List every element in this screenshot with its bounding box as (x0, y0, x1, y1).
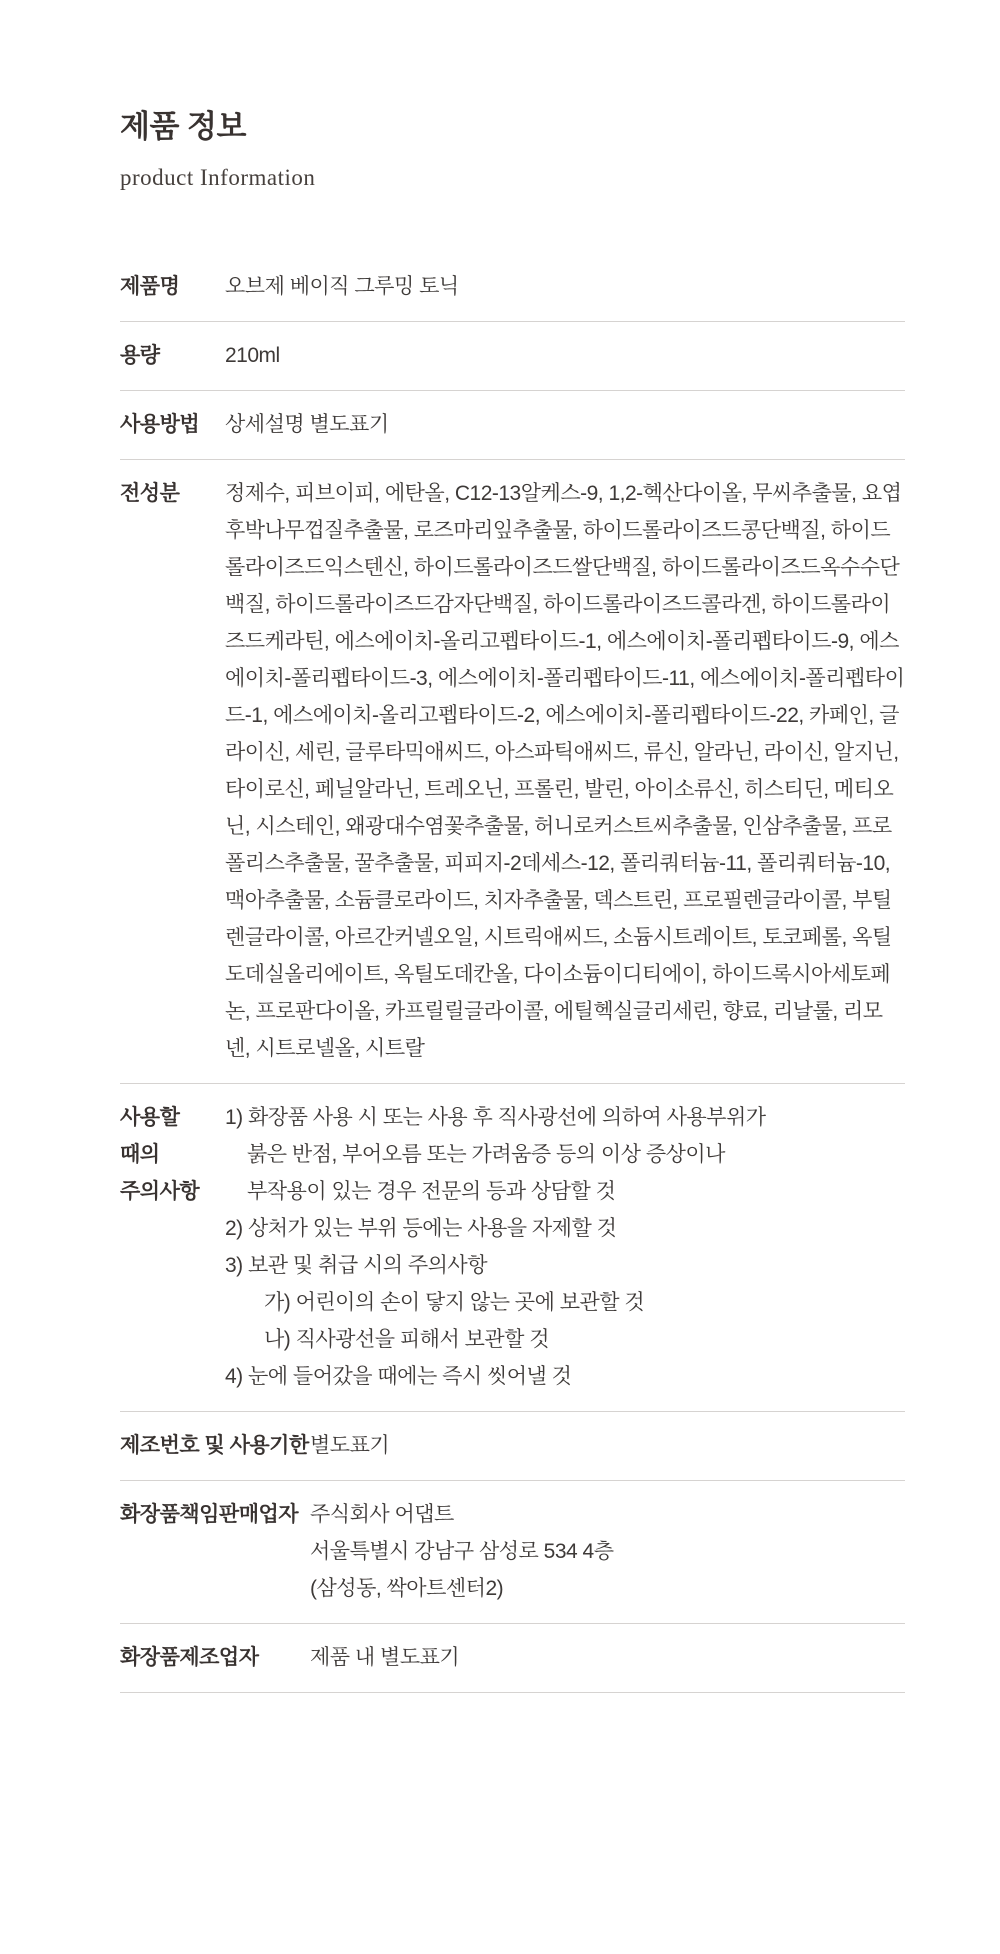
precaution-item: 부작용이 있는 경우 전문의 등과 상담할 것 (247, 1180, 616, 1204)
row-label: 제품명 (120, 275, 180, 299)
precaution-item: 가) 어린이의 손이 닿지 않는 곳에 보관할 것 (264, 1291, 645, 1315)
row-value: 오브제 베이직 그루밍 토닉 (225, 275, 459, 299)
value-line: 서울특별시 강남구 삼성로 534 4층 (310, 1540, 614, 1564)
precautions-text (225, 1099, 905, 1395)
row-label: 용량 (120, 344, 160, 368)
table-row-manufacturer (120, 1624, 905, 1693)
row-value: 210ml (225, 344, 280, 368)
row-label: 화장품제조업자 (120, 1646, 259, 1670)
label-line: 사용할 (120, 1106, 180, 1130)
page-title: 제품 정보 (120, 108, 246, 144)
table-row-volume (120, 322, 905, 391)
table-row-product-name (120, 253, 905, 322)
row-label: 화장품책임판매업자 (120, 1503, 299, 1527)
precaution-item: 3) 보관 및 취급 시의 주의사항 (225, 1254, 487, 1278)
row-label: 제조번호 및 사용기한 (120, 1434, 309, 1458)
value-line: 별도표기 (310, 1434, 390, 1458)
precaution-item: 4) 눈에 들어갔을 때에는 즉시 씻어낼 것 (225, 1365, 572, 1389)
distributor-address (310, 1496, 905, 1607)
value-line: 제품 내 별도표기 (310, 1646, 460, 1670)
table-row-ingredients (120, 460, 905, 1084)
precaution-item: 붉은 반점, 부어오름 또는 가려움증 등의 이상 증상이나 (247, 1143, 725, 1167)
table-row-precautions (120, 1084, 905, 1412)
row-label: 사용방법 (120, 413, 200, 437)
value-line: (삼성동, 싹아트센터2) (310, 1577, 504, 1601)
table-row-distributor (120, 1481, 905, 1624)
row-value (310, 1639, 905, 1676)
page-subtitle: product Information (120, 165, 316, 191)
precaution-item: 1) 화장품 사용 시 또는 사용 후 직사광선에 의하여 사용부위가 (225, 1106, 766, 1130)
ingredients-text: 정제수, 피브이피, 에탄올, C12-13알케스-9, 1,2-헥산다이올, 무씨추출물, 요엽후박나무껍질추출물, 로즈마리잎추출물, 하이드롤라이즈드콩단백질, 하이드롤라이즈드익스텐신, 하이드롤라이즈드쌀단백질, 하이드롤라이즈드옥수수단백질, 하이드롤라이즈드감자단백질, 하이드롤라이즈드콜라겐, 하이드롤라이즈드케라틴, 에스에이치-올리고펩타이드-1, 에스에이치-폴리펩타이드-9, 에스에이치-폴리펩타이드-3, 에스에이치-폴리펩타이드-11, 에스에이치-폴리펩타이드-1, 에스에이치-올리고펩타이드-2, 에스에이치-폴리펩타이드-22, 카페인, 글라이신, 세린, 글루타믹애씨드, 아스파틱애씨드, 류신, 알라닌, 라이신, 알지닌, 타이로신, 페닐알라닌, 트레오닌, 프롤린, 발린, 아이소류신, 히스티딘, 메티오닌, 시스테인, 왜광대수염꽃추출물, 허니로커스트씨추출물, 인삼추출물, 프로폴리스추출물, 꿀추출물, 피피지-2데세스-12, 폴리쿼터늄-11, 폴리쿼터늄-10, 맥아추출물, 소듐클로라이드, 치자추출물, 덱스트린, 프로필렌글라이콜, 부틸렌글라이콜, 아르간커넬오일, 시트릭애씨드, 소듐시트레이트, 토코페롤, 옥틸도데실올리에이트, 옥틸도데칸올, 다이소듐이디티에이, 하이드록시아세토페논, 프로판다이올, 카프릴릴글라이콜, 에틸헥실글리세린, 향료, 리날룰, 리모넨, 시트로넬올, 시트랄 (225, 482, 905, 1061)
precaution-item: 나) 직사광선을 피해서 보관할 것 (264, 1328, 550, 1352)
label-line: 주의사항 (120, 1180, 200, 1204)
table-row-lot-expiry (120, 1412, 905, 1481)
product-info-table (120, 253, 905, 1693)
table-row-usage (120, 391, 905, 460)
row-value: 상세설명 별도표기 (225, 413, 389, 437)
value-line: 주식회사 어댑트 (310, 1503, 454, 1527)
precaution-item: 2) 상처가 있는 부위 등에는 사용을 자제할 것 (225, 1217, 617, 1241)
row-label (120, 1099, 225, 1210)
label-line: 때의 (120, 1143, 160, 1167)
row-value (310, 1427, 905, 1464)
row-label: 전성분 (120, 482, 180, 506)
